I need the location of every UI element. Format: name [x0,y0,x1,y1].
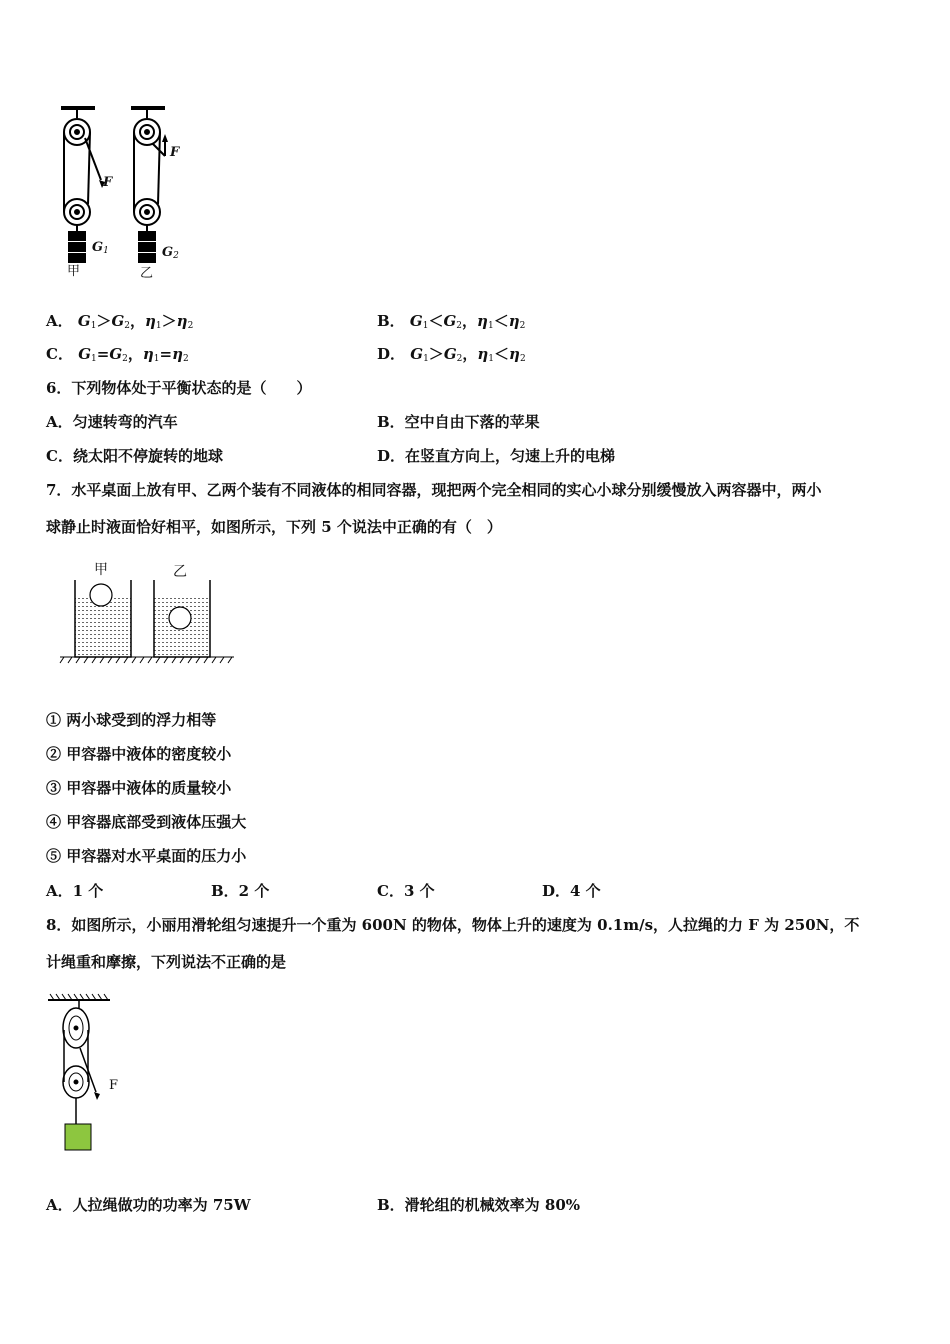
q7-statement-4: ④ 甲容器底部受到液体压强大 [46,813,247,831]
q7-stem-line1: 7．水平桌面上放有甲、乙两个装有不同液体的相同容器，现把两个完全相同的实心小球分别缓慢放入两容器中，两小 [46,481,822,499]
q8-stem-line2: 计绳重和摩擦，下列说法不正确的是 [46,953,287,971]
container-right [154,580,210,657]
q7-caption-left: 甲 [94,562,108,578]
load-block [65,1124,91,1150]
ball-left [90,584,112,606]
ball-right [169,607,191,629]
q5-option-a[interactable]: A． $G_1>G_2$，$\eta_1>\eta_2$ [46,312,194,331]
q5-force-label-right: F [170,145,180,160]
q5-option-d[interactable]: D． $G_1>G_2$，$\eta_1<\eta_2$ [377,345,526,364]
q7-statement-1: ① 两小球受到的浮力相等 [46,711,217,729]
q7-option-d[interactable]: D．4 个 [542,882,601,900]
q5-g1-label: $G_1$ [92,240,109,256]
q7-statement-2: ② 甲容器中液体的密度较小 [46,745,232,763]
q5-g2-label: $G_2$ [162,245,179,261]
q8-force-label: F [109,1078,119,1093]
table-surface [60,657,234,663]
q5-pulley-figure [55,100,205,280]
q5-caption-right: 乙 [140,266,154,281]
q5-caption-left: 甲 [67,264,81,279]
pulley-system-left [61,108,101,262]
q6-option-a[interactable]: A．匀速转弯的汽车 [46,413,178,431]
q7-containers-figure [58,558,238,668]
q7-stem-line2: 球静止时液面恰好相平，如图所示，下列 5 个说法中正确的有（ ） [46,518,502,536]
q8-option-a[interactable]: A．人拉绳做功的功率为 75W [46,1196,251,1214]
container-left [75,580,131,657]
q7-option-a[interactable]: A．1 个 [46,882,104,900]
q7-option-c[interactable]: C．3 个 [377,882,435,900]
q6-stem: 6．下列物体处于平衡状态的是（ ） [46,379,312,397]
q8-pulley-figure [44,990,134,1155]
q7-caption-right: 乙 [173,564,187,580]
q7-statement-5: ⑤ 甲容器对水平桌面的压力小 [46,847,247,865]
q7-option-b[interactable]: B．2 个 [211,882,270,900]
pulley-system-right [131,108,165,262]
q7-statement-3: ③ 甲容器中液体的质量较小 [46,779,232,797]
q6-option-d[interactable]: D．在竖直方向上，匀速上升的电梯 [377,447,616,465]
q5-force-label-left: F [103,175,113,190]
q5-option-b[interactable]: B． $G_1<G_2$，$\eta_1<\eta_2$ [377,312,526,331]
q8-option-b[interactable]: B．滑轮组的机械效率为 80% [377,1196,581,1214]
q6-option-b[interactable]: B．空中自由下落的苹果 [377,413,540,431]
q5-option-c[interactable]: C． $G_1=G_2$，$\eta_1=\eta_2$ [46,345,189,364]
q6-option-c[interactable]: C．绕太阳不停旋转的地球 [46,447,223,465]
q8-stem-line1: 8．如图所示，小丽用滑轮组匀速提升一个重为 600N 的物体，物体上升的速度为 0.1m/s，人拉绳的力 F 为 250N，不 [46,916,860,934]
